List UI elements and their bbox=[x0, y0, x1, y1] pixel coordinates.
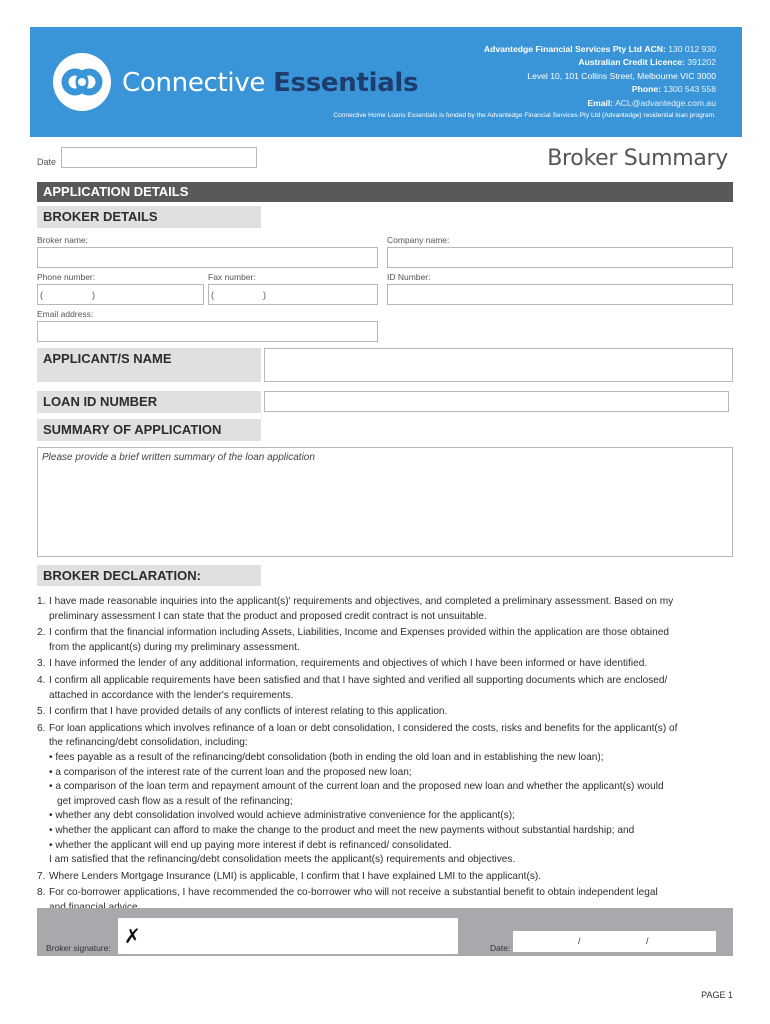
declaration-line: • a comparison of the interest rate of the current loan and the proposed new loan; bbox=[49, 766, 412, 778]
summary-heading: SUMMARY OF APPLICATION bbox=[37, 419, 261, 441]
declaration-item-number: 3. bbox=[37, 658, 46, 670]
declaration-line: • fees payable as a result of the refinancing/debt consolidation (both in ending the old loan and in establishing the new loan); bbox=[49, 751, 604, 763]
brand-name bbox=[122, 68, 418, 98]
signature-date-label: Date: bbox=[490, 943, 511, 953]
declaration-item bbox=[37, 626, 737, 655]
declaration-item-number: 6. bbox=[37, 722, 46, 734]
declaration-line: preliminary assessment I can state that the product and proposed credit contract is not unsuitable. bbox=[49, 610, 487, 622]
brand-word-connective: Connective bbox=[122, 68, 266, 98]
declaration-item bbox=[37, 705, 737, 720]
company-address: Level 10, 101 Collins Street, Melbourne VIC 3000 bbox=[527, 70, 716, 81]
declaration-line: I confirm that I have provided details of any conflicts of interest relating to this application. bbox=[49, 706, 448, 718]
declaration-item-number: 5. bbox=[37, 706, 46, 718]
email-value: ACL@advantedge.com.au bbox=[615, 97, 716, 108]
application-details-heading: APPLICATION DETAILS bbox=[37, 182, 733, 202]
id-number-field[interactable] bbox=[387, 284, 733, 305]
acn-value: 130 012 930 bbox=[668, 44, 716, 54]
company-line-email bbox=[484, 97, 716, 110]
page-number: PAGE 1 bbox=[701, 990, 733, 1000]
header-banner bbox=[30, 27, 742, 137]
declaration-line: Where Lenders Mortgage Insurance (LMI) is applicable, I confirm that I have explained LMI to the applicant(s). bbox=[49, 870, 542, 882]
applicants-name-field[interactable] bbox=[264, 348, 733, 382]
declaration-item-text bbox=[49, 657, 737, 672]
company-line-phone bbox=[484, 83, 716, 96]
declaration-item-text bbox=[49, 674, 737, 703]
date-separator-2: / bbox=[646, 936, 649, 946]
email-label: Email: bbox=[587, 97, 614, 108]
declaration-item bbox=[37, 674, 737, 703]
loan-id-field[interactable] bbox=[264, 391, 729, 412]
declaration-list bbox=[37, 595, 737, 915]
declaration-line: get improved cash flow as a result of the refinancing; bbox=[57, 795, 293, 807]
declaration-line: • a comparison of the loan term and repayment amount of the current loan and the proposed new loan and whether the applicant(s) would bbox=[49, 781, 664, 793]
licence-value: 391202 bbox=[687, 57, 716, 68]
broker-signature-label: Broker signature: bbox=[46, 943, 111, 953]
declaration-item-text bbox=[49, 626, 737, 655]
declaration-line: I have informed the lender of any additional information, requirements and objectives of which I have been informed or have identified. bbox=[49, 658, 648, 670]
declaration-item-number: 1. bbox=[37, 596, 46, 607]
declaration-item-text bbox=[49, 705, 737, 720]
broker-name-label: Broker name: bbox=[37, 235, 89, 245]
broker-details-heading: BROKER DETAILS bbox=[37, 206, 261, 228]
declaration-item-number: 8. bbox=[37, 887, 46, 899]
company-line-2 bbox=[484, 56, 716, 69]
summary-field[interactable] bbox=[37, 447, 733, 557]
declaration-line: For loan applications which involves refinance of a loan or debt consolidation, I considered the costs, risks and benefits for the applicant(s) of bbox=[49, 722, 678, 734]
email-address-label: Email address: bbox=[37, 309, 94, 319]
declaration-line: • whether any debt consolidation involved would achieve administrative convenience for the applicant(s); bbox=[49, 810, 515, 822]
connective-logo-icon bbox=[53, 53, 111, 111]
brand-word-essentials: Essentials bbox=[273, 68, 419, 98]
date-field[interactable] bbox=[61, 147, 257, 168]
declaration-item bbox=[37, 595, 737, 624]
declaration-line: I am satisfied that the refinancing/debt consolidation meets the applicant(s) requirements and objectives. bbox=[49, 854, 516, 866]
acn-label: ACN: bbox=[644, 44, 666, 54]
fax-paren-close: ) bbox=[263, 290, 266, 300]
fax-number-field[interactable] bbox=[208, 284, 378, 305]
declaration-item-number: 7. bbox=[37, 870, 46, 882]
declaration-item-text bbox=[49, 595, 737, 624]
declaration-line: • whether the applicant will end up paying more interest if debt is refinanced/ consolidated. bbox=[49, 839, 452, 851]
phone-paren-close: ) bbox=[92, 290, 95, 300]
licence-label: Australian Credit Licence: bbox=[578, 57, 685, 68]
declaration-item bbox=[37, 657, 737, 672]
fax-number-label: Fax number: bbox=[208, 272, 256, 282]
fax-paren-open: ( bbox=[211, 290, 214, 300]
declaration-line: attached in accordance with the lender's requirements. bbox=[49, 689, 294, 701]
declaration-item-text bbox=[49, 870, 737, 885]
company-name-field[interactable] bbox=[387, 247, 733, 268]
sign-here-icon: ✗ bbox=[124, 924, 141, 948]
funded-note: Connective Home Loans Essentials is funded by the Advantedge Financial Services Pty Ltd (Advantedge) residential loan program. bbox=[333, 112, 716, 119]
phone-label: Phone: bbox=[631, 84, 662, 95]
phone-paren-open: ( bbox=[40, 290, 43, 300]
declaration-item-text bbox=[49, 722, 737, 868]
company-line-1 bbox=[484, 43, 716, 56]
declaration-line: the refinancing/debt consolidation, including: bbox=[49, 737, 248, 749]
loan-id-heading: LOAN ID NUMBER bbox=[37, 391, 261, 413]
signature-date-field[interactable] bbox=[513, 931, 716, 952]
phone-number-field[interactable] bbox=[37, 284, 204, 305]
declaration-line: I confirm that the financial information including Assets, Liabilities, Income and Expenses provided within the application are those obtained bbox=[49, 627, 670, 639]
declaration-heading: BROKER DECLARATION: bbox=[37, 565, 261, 586]
company-details bbox=[484, 43, 716, 110]
declaration-line: • whether the applicant can afford to make the change to the product and meet the new payments without substantial hardship; and bbox=[49, 824, 635, 836]
declaration-line: I confirm all applicable requirements have been satisfied and that I have sighted and verified all supporting documents which are enclosed/ bbox=[49, 674, 668, 686]
declaration-line: I have made reasonable inquiries into the applicant(s)' requirements and objectives, and completed a preliminary assessment. Based on my bbox=[49, 596, 674, 607]
declaration-item bbox=[37, 722, 737, 868]
page-title: Broker Summary bbox=[547, 146, 728, 171]
broker-name-field[interactable] bbox=[37, 247, 378, 268]
phone-number-label: Phone number: bbox=[37, 272, 96, 282]
declaration-line: from the applicant(s) during my preliminary assessment. bbox=[49, 641, 300, 653]
company-name-label: Company name: bbox=[387, 235, 450, 245]
declaration-item-number: 2. bbox=[37, 627, 46, 639]
summary-placeholder: Please provide a brief written summary of the loan application bbox=[42, 452, 315, 463]
declaration-item-number: 4. bbox=[37, 674, 46, 686]
declaration-line: For co-borrower applications, I have recommended the co-borrower who will not receive a substantial benefit to obtain independent legal bbox=[49, 887, 658, 899]
id-number-label: ID Number: bbox=[387, 272, 431, 282]
date-separator-1: / bbox=[578, 936, 581, 946]
broker-signature-field[interactable] bbox=[118, 918, 458, 954]
phone-value: 1300 543 558 bbox=[663, 84, 716, 95]
date-label: Date bbox=[37, 157, 57, 167]
declaration-item bbox=[37, 870, 737, 885]
applicants-name-heading: APPLICANT/S NAME bbox=[37, 348, 261, 382]
email-address-field[interactable] bbox=[37, 321, 378, 342]
company-name: Advantedge Financial Services Pty Ltd bbox=[483, 44, 642, 54]
